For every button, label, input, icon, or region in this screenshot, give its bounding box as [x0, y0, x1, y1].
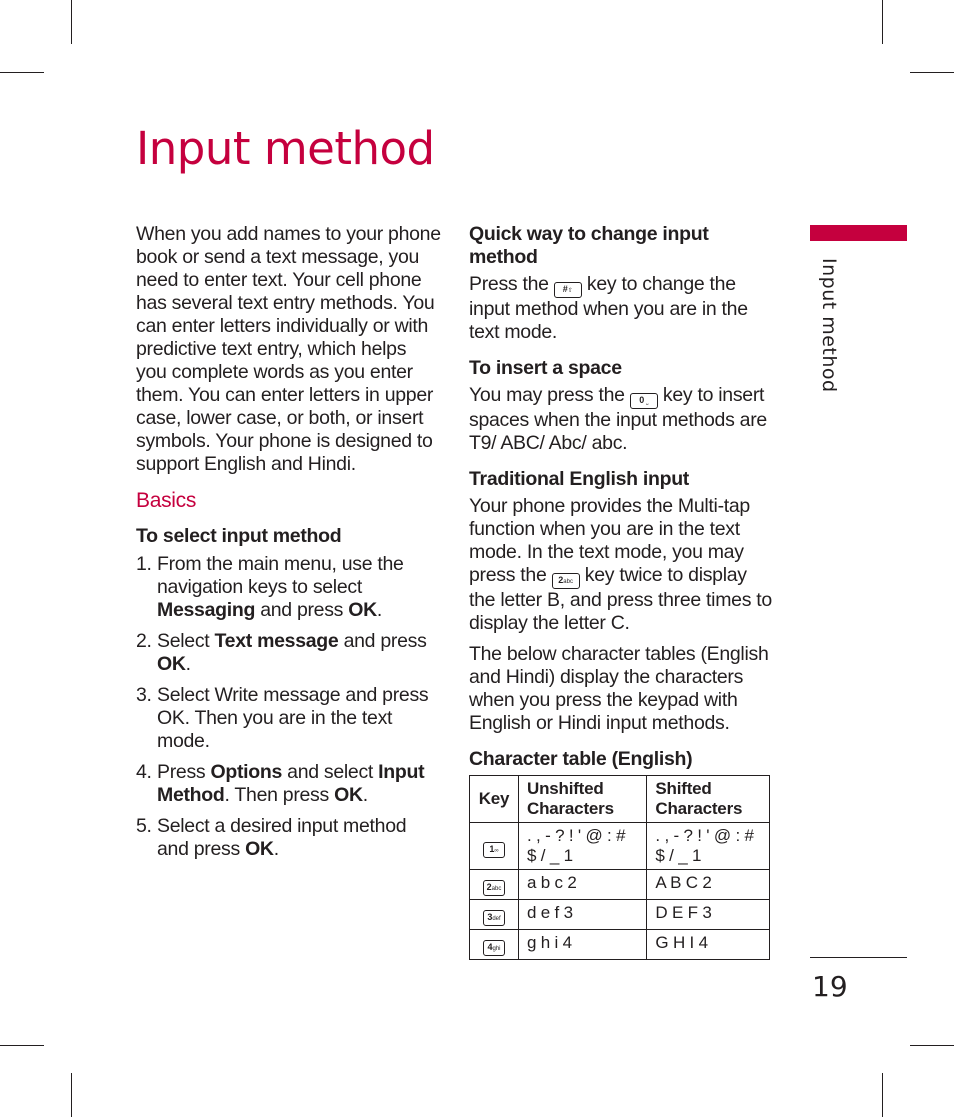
character-table — [469, 775, 770, 960]
step-number: 3. — [136, 684, 152, 706]
step-text: Select Write message and press OK. Then you are in the text mode. — [157, 684, 429, 752]
two-key-icon: 2abc — [552, 573, 580, 589]
step-emphasis: Messaging — [157, 599, 256, 621]
key-glyph: 3 — [487, 912, 493, 922]
step-emphasis: OK — [245, 838, 274, 860]
side-tab-label: Input method — [818, 258, 840, 393]
four-key-icon: 4ghi — [483, 940, 505, 956]
paragraph-text: Press the — [469, 273, 554, 295]
paragraph-text: key to change the input method when you are in the text mode. — [469, 273, 748, 343]
key-cell — [470, 823, 519, 870]
unshifted-cell: . , - ? ! ' @ : # $ / _ 1 — [519, 823, 647, 870]
right-column — [469, 223, 774, 960]
paragraph-text: key twice to display the letter B, and press three times to display the letter C. — [469, 564, 772, 634]
crop-mark — [0, 1045, 44, 1046]
step-item — [136, 761, 441, 807]
three-key-icon: 3def — [483, 910, 505, 926]
intro-paragraph: When you add names to your phone book or send a text message, you need to enter text. Your cell phone has several text entry methods. You can enter letters individually or with predictive text entry, which helps you complete words as you enter them. You can enter letters in upper case, lower case, or both, or insert symbols. Your phone is designed to support English and Hindi. — [136, 223, 441, 475]
hash-key-icon: #⇧ — [554, 282, 582, 298]
shifted-cell: A B C 2 — [647, 870, 770, 900]
paragraph-text: You may press the — [469, 384, 630, 406]
step-emphasis: OK — [334, 784, 363, 806]
left-column — [136, 223, 441, 869]
step-number: 4. — [136, 761, 152, 783]
column-header: Unshifted Characters — [519, 776, 647, 823]
step-text: From the main menu, use the navigation keys to select — [157, 553, 404, 598]
table-row — [470, 930, 770, 960]
traditional-input-paragraph — [469, 495, 774, 635]
step-text: and press — [338, 630, 427, 652]
key-glyph: 2 — [558, 575, 564, 585]
key-glyph: 2 — [486, 882, 492, 892]
unshifted-cell: g h i 4 — [519, 930, 647, 960]
step-text: Select — [157, 630, 215, 652]
step-emphasis: Input Method — [157, 761, 425, 806]
steps-list — [136, 553, 441, 861]
unshifted-cell: d e f 3 — [519, 900, 647, 930]
step-text: and select — [282, 761, 379, 783]
step-item — [136, 815, 441, 861]
table-row — [470, 823, 770, 870]
traditional-input-heading: Traditional English input — [469, 468, 689, 490]
step-text: Select a desired input method and press — [157, 815, 407, 860]
shifted-cell: G H I 4 — [647, 930, 770, 960]
step-emphasis: OK — [157, 653, 186, 675]
step-text: . — [273, 838, 279, 860]
step-emphasis: Text message — [214, 630, 339, 652]
step-item — [136, 630, 441, 676]
table-row — [470, 900, 770, 930]
key-glyph: 1 — [489, 843, 495, 854]
character-tables-paragraph: The below character tables (English and Hindi) display the characters when you press the keypad with English or Hindi input methods. — [469, 643, 769, 734]
basics-heading: Basics — [136, 489, 197, 512]
step-emphasis: OK — [348, 599, 377, 621]
column-header: Key — [470, 776, 519, 823]
shifted-cell: D E F 3 — [647, 900, 770, 930]
step-number: 5. — [136, 815, 152, 837]
crop-mark — [71, 1073, 72, 1117]
crop-mark — [71, 0, 72, 44]
step-text: . — [362, 784, 368, 806]
crop-mark — [910, 72, 954, 73]
crop-mark — [910, 1045, 954, 1046]
unshifted-cell: a b c 2 — [519, 870, 647, 900]
two-key-icon: 2abc — [483, 880, 505, 896]
key-cell — [470, 900, 519, 930]
table-row — [470, 870, 770, 900]
side-tab-bar — [810, 225, 907, 241]
paragraph-text: Your phone provides the Multi-tap function when you are in the text mode. In the text mode, you may press the — [469, 495, 750, 586]
crop-mark — [882, 1073, 883, 1117]
zero-key-icon: 0 ⎵ — [630, 393, 658, 409]
column-header: Shifted Characters — [647, 776, 770, 823]
one-key-icon: 1∞ — [483, 842, 505, 858]
step-text: . — [185, 653, 191, 675]
page-number-rule — [810, 957, 907, 958]
step-text: Press — [157, 761, 211, 783]
character-table-heading: Character table (English) — [469, 748, 693, 770]
step-text: and press — [255, 599, 349, 621]
quick-change-paragraph — [469, 273, 774, 344]
step-text: . — [376, 599, 383, 621]
shifted-cell: . , - ? ! ' @ : # $ / _ 1 — [647, 823, 770, 870]
crop-mark — [0, 72, 44, 73]
page-title: Input method — [136, 122, 435, 175]
insert-space-heading: To insert a space — [469, 357, 622, 379]
table-header-row — [470, 776, 770, 823]
key-glyph: 4 — [487, 942, 493, 952]
key-glyph: 0 — [639, 395, 645, 405]
step-number: 2. — [136, 630, 152, 652]
key-cell — [470, 870, 519, 900]
step-number: 1. — [136, 553, 152, 575]
step-emphasis: Options — [210, 761, 283, 783]
select-method-heading: To select input method — [136, 525, 342, 547]
step-item — [136, 684, 441, 753]
step-text: . Then press — [224, 784, 335, 806]
quick-change-heading: Quick way to change input method — [469, 223, 709, 268]
paragraph-text: key to insert spaces when the input methods are T9/ ABC/ Abc/ abc. — [469, 384, 767, 454]
key-cell — [470, 930, 519, 960]
page-number: 19 — [812, 970, 848, 1003]
insert-space-paragraph — [469, 384, 774, 455]
step-item — [136, 553, 441, 622]
crop-mark — [882, 0, 883, 44]
key-glyph: # — [562, 284, 568, 294]
